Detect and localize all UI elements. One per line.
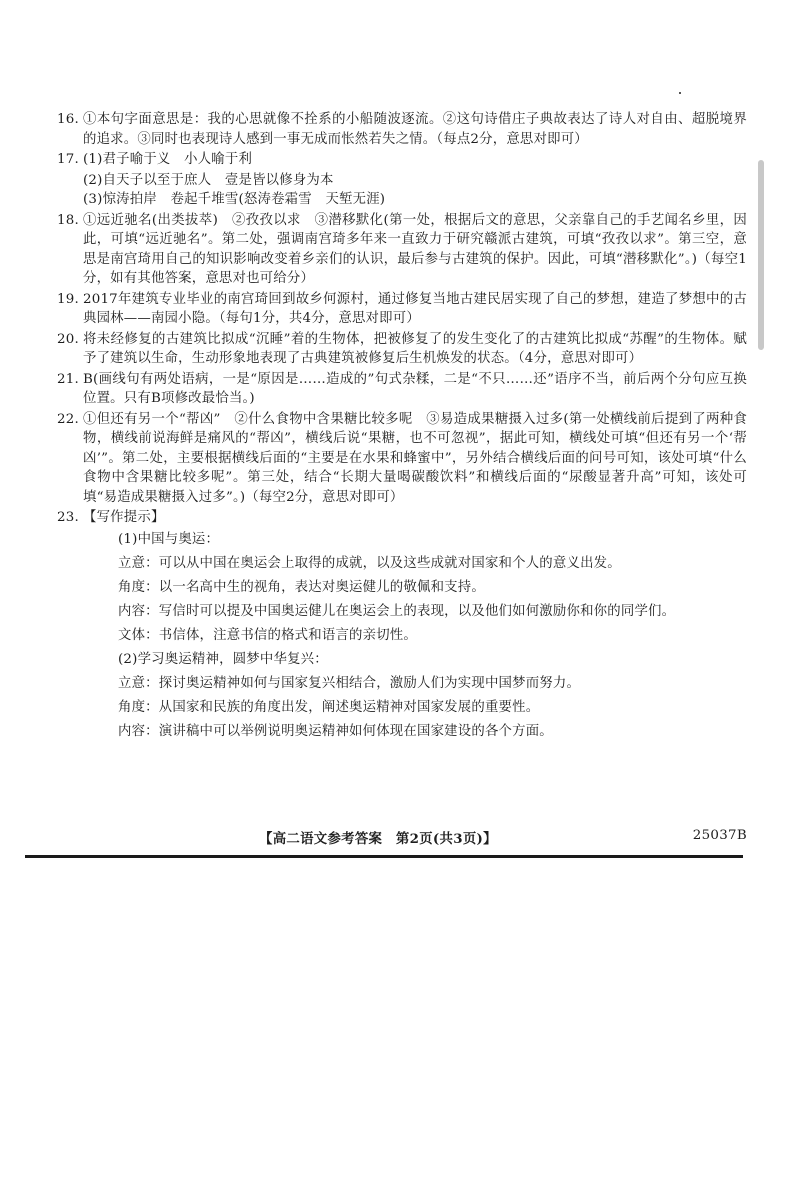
- writing-tip: 内容：写信时可以提及中国奥运健儿在奥运会上的表现，以及他们如何激励你和你的同学们。: [118, 604, 676, 619]
- answer-text: ①远近驰名(出类拔萃) ②孜孜以求 ③潜移默化(第一处，根据后文的意思，父亲靠自己的手艺闻名乡里，因此，可填“远近驰名”。第二处，强调南宫琦多年来一直致力于研究赣派古建筑，可填“孜孜以求”。第三空，意思是南宫琦用自己的知识影响改变着乡亲们的认识，最后参与古建筑的保护。因此，可填“潜移默化”。)（每空1分，如有其他答案，意思对也可给分）: [83, 212, 747, 286]
- footer-rule: [25, 855, 743, 858]
- question-number: 23.: [57, 510, 79, 525]
- answer-text: 将未经修复的古建筑比拟成“沉睡”着的生物体，把被修复了的发生变化了的古建筑比拟成“苏醒”的生物体。赋予了建筑以生命，生动形象地表现了古典建筑被修复后生机焕发的状态。（4分，意思对即可）: [83, 331, 747, 366]
- question-number: 21.: [57, 371, 79, 387]
- page-footer: [57, 828, 747, 848]
- answer-20: [57, 330, 747, 369]
- question-number: 17.: [57, 152, 79, 167]
- answer-19: [57, 290, 747, 329]
- question-number: 18.: [57, 212, 79, 228]
- writing-tips-heading: 【写作提示】: [83, 510, 165, 525]
- answer-17: [57, 150, 747, 170]
- answer-21: [57, 370, 747, 409]
- answer-text: B(画线句有两处语病，一是“原因是……造成的”句式杂糅，二是“不只……还”语序不当，前后两个分句应互换位置。只有B项修改最恰当。): [83, 371, 747, 406]
- question-number: 22.: [57, 411, 79, 427]
- answer-22: [57, 410, 747, 508]
- scan-speck: [679, 92, 681, 94]
- exam-code: 25037B: [692, 828, 747, 843]
- writing-tip: (2)学习奥运精神，圆梦中华复兴：: [118, 652, 328, 667]
- question-number: 16.: [57, 112, 79, 127]
- writing-tip: 文体：书信体，注意书信的格式和语言的亲切性。: [118, 628, 417, 643]
- answer-text: 2017年建筑专业毕业的南宫琦回到故乡何源村，通过修复当地古建民居实现了自己的梦想，建造了梦想中的古典园林——南园小隐。（每句1分，共4分，意思对即可）: [83, 291, 747, 326]
- answer-18: [57, 211, 747, 289]
- answer-text: ①本句字面意思是：我的心思就像不拴系的小船随波逐流。②这句诗借庄子典故表达了诗人对自由、超脱境界的追求。③同时也表现诗人感到一事无成而怅然若失之情。（每点2分，意思对即可）: [83, 112, 747, 147]
- question-number: 20.: [57, 331, 79, 347]
- scrollbar[interactable]: [758, 160, 764, 350]
- answer-23-writing-tips: [57, 508, 747, 744]
- writing-tip: (1)中国与奥运：: [118, 532, 220, 547]
- writing-tip: 角度：从国家和民族的角度出发，阐述奥运精神对国家发展的重要性。: [118, 700, 540, 715]
- answer-17-sub: [57, 171, 747, 210]
- answer-text: (3)惊涛拍岸 卷起千堆雪(怒涛卷霜雪 天堑无涯): [83, 192, 386, 207]
- writing-tip: 立意：探讨奥运精神如何与国家复兴相结合，激励人们为实现中国梦而努力。: [118, 676, 581, 691]
- writing-tip: 角度：以一名高中生的视角，表达对奥运健儿的敬佩和支持。: [118, 580, 485, 595]
- writing-tip: 内容：演讲稿中可以举例说明奥运精神如何体现在国家建设的各个方面。: [118, 724, 553, 739]
- writing-tip: 立意：可以从中国在奥运会上取得的成就，以及这些成就对国家和个人的意义出发。: [118, 556, 621, 571]
- answer-content: [57, 110, 747, 745]
- question-number: 19.: [57, 291, 79, 307]
- answer-text: (1)君子喻于义 小人喻于利: [83, 152, 253, 167]
- answer-text: ①但还有另一个“帮凶” ②什么食物中含果糖比较多呢 ③易造成果糖摄入过多(第一处横线前后提到了两种食物，横线前说海鲜是痛风的“帮凶”，横线后说“果糖，也不可忽视”，据此可知，横线处可填“但还有另一个‘帮凶’”。第二处，主要根据横线后面的“主要是在水果和蜂蜜中”，另外结合横线后面的问号可知，该处可填“什么食物中含果糖比较多呢”。第三处，结合“长期大量喝碳酸饮料”和横线后面的“尿酸显著升高”可知，该处可填“易造成果糖摄入过多”。)（每空2分，意思对即可）: [83, 411, 747, 505]
- answer-16: [57, 110, 747, 149]
- footer-title: 【高二语文参考答案 第2页(共3页)】: [259, 831, 497, 847]
- answer-text: (2)自天子以至于庶人 壹是皆以修身为本: [83, 172, 334, 188]
